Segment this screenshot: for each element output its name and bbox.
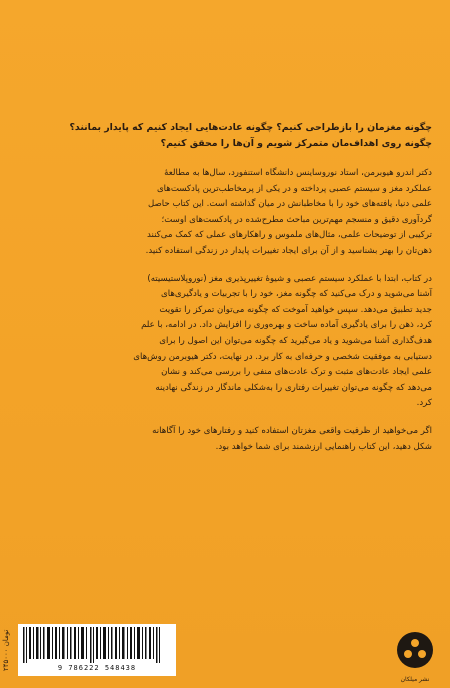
publisher-name: نشر میلکان [400, 676, 430, 683]
text-line: هدف‌گذاری آشنا می‌شوید و یاد می‌گیرید که چگونه می‌توان این اصول را برای [159, 335, 432, 346]
blurb [20, 120, 432, 467]
text-line: دستیابی به موفقیت شخصی و حرفه‌ای به کار برد. در نهایت، دکتر هیوبرمن روش‌های [133, 351, 432, 362]
price-label: ۲۴۵۰۰۰ تومان [2, 629, 10, 671]
paragraph-intro [20, 166, 432, 260]
question-line: چگونه روی اهداف‌مان متمرکز شویم و آن‌ها را محقق کنیم؟ [160, 138, 432, 149]
text-line: کرد. [416, 398, 432, 409]
text-line: در کتاب، ابتدا با عملکرد سیستم عصبی و شیوهٔ تغییرپذیری مغز (نوروپلاستیسیته) [147, 273, 432, 284]
text-line: گردآوری دقیق و منسجم مهم‌ترین مباحث مطرح‌شده در پادکست‌های اوست؛ [161, 214, 432, 225]
text-line: اگر می‌خواهید از ظرفیت واقعی مغزتان استفاده کنید و رفتارهای خود را آگاهانه [152, 425, 432, 436]
text-line: جدید تطبیق می‌دهد. سپس خواهید آموخت که چگونه می‌توان تمرکز را تقویت [159, 304, 432, 315]
paragraph-contents [20, 272, 432, 412]
barcode-icon [21, 627, 173, 663]
text-line: دکتر اندرو هیوبرمن، استاد نوروساینس دانشگاه استنفورد، سال‌ها به مطالعهٔ [164, 168, 432, 178]
text-line: ذهن‌تان را بهتر بشناسید و از آن برای ایجاد تغییرات پایدار در زندگی استفاده کنید. [145, 245, 432, 256]
publisher-logo-icon [395, 630, 435, 678]
text-line: می‌دهد که چگونه می‌توان تغییرات رفتاری را به‌شکلی ماندگار در زندگی نهادینه [155, 382, 432, 393]
text-line: عملکرد مغز و سیستم عصبی پرداخته و در یکی از پرمخاطب‌ترین پادکست‌های [156, 183, 432, 194]
question-line: چگونه مغزمان را بازطراحی کنیم؟ چگونه عادت‌هایی ایجاد کنیم که پایدار بمانند؟ [69, 122, 432, 133]
text-line: کرد، ذهن را برای یادگیری آماده ساخت و بهره‌وری را افزایش داد. در ادامه، با علم [141, 320, 432, 331]
text-line: شکل دهید، این کتاب راهنمایی ارزشمند برای شما خواهد بود. [215, 441, 432, 452]
isbn-number: 9 786222 548438 [57, 664, 137, 672]
text-line: ترکیبی از توضیحات علمی، مثال‌های ملموس و راهکارهای عملی که کمک می‌کنند [146, 230, 432, 241]
isbn-barcode [18, 624, 176, 676]
text-line: علمی ایجاد عادت‌های مثبت و ترک عادت‌های منفی را بررسی می‌کند و نشان [161, 367, 432, 378]
paragraph-closing [20, 424, 432, 455]
text-line: علمی دنیا، یافته‌های خود را با مخاطبانش در میان گذاشته است. این کتاب حاصل [147, 199, 432, 210]
headline-questions [20, 120, 432, 152]
text-line: آشنا می‌شوید و درک می‌کنید که چگونه مغز، خود را با تجربیات و یادگیری‌های [161, 289, 432, 300]
